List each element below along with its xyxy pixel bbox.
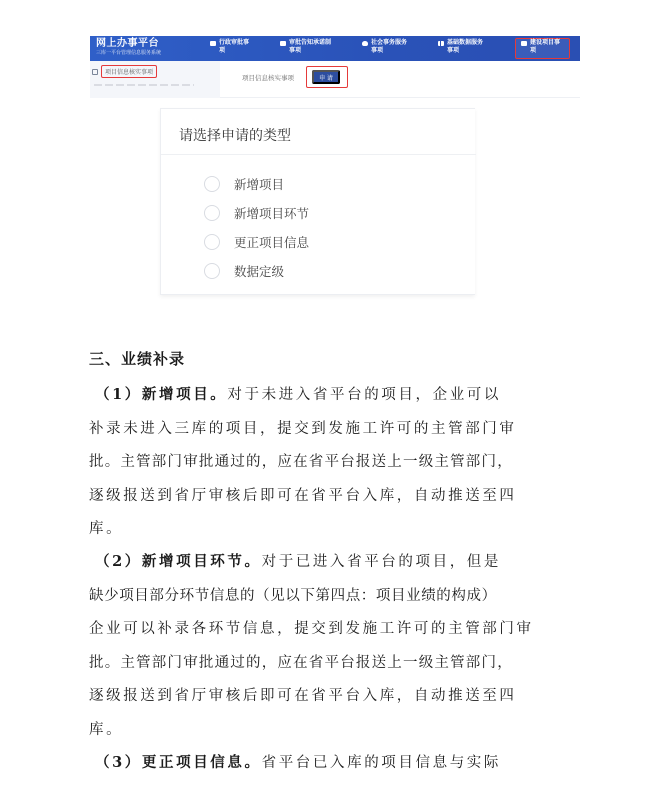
type-radio-group bbox=[204, 169, 309, 285]
brand-title: 网上办事平台 bbox=[96, 38, 159, 49]
content-header bbox=[220, 61, 580, 98]
paragraph-line: 批。主管部门审批通过的，应在省平台报送上一级主管部门， bbox=[89, 454, 513, 470]
paragraph-lead: （2）新增项目环节。 bbox=[95, 553, 262, 570]
radio-option-new-project[interactable] bbox=[204, 169, 309, 198]
divider bbox=[161, 154, 476, 155]
paragraph-correct-project-info bbox=[89, 746, 554, 781]
nav-label: 项 bbox=[530, 47, 537, 54]
paragraph-line: 逐级报送到省厅审核后即可在省平台入库，自动推送至四 bbox=[89, 487, 517, 504]
nav-item-social-affairs[interactable] bbox=[362, 39, 407, 55]
nav-label: 事项 bbox=[371, 47, 384, 54]
sidebar-item-project-verification[interactable] bbox=[92, 65, 157, 78]
paragraph-line: 库。 bbox=[89, 521, 124, 537]
brand[interactable] bbox=[96, 37, 161, 57]
nav-item-commitment[interactable] bbox=[280, 39, 331, 55]
radio-circle[interactable] bbox=[204, 205, 220, 221]
monitor-icon bbox=[210, 41, 216, 46]
paragraph-lead: （3）更正项目信息。 bbox=[95, 754, 262, 771]
paragraph-line: 补录未进入三库的项目，提交到发施工许可的主管部门审 bbox=[89, 420, 517, 437]
apply-type-dialog bbox=[160, 108, 475, 295]
radio-label: 更正项目信息 bbox=[234, 234, 310, 250]
nav-item-admin-approval[interactable] bbox=[210, 39, 249, 55]
nav-label: 行政审批事 bbox=[219, 39, 250, 46]
radio-circle[interactable] bbox=[204, 176, 220, 192]
nav-label: 事项 bbox=[289, 47, 302, 54]
section-heading: 三、业绩补录 bbox=[89, 350, 186, 368]
apply-highlight-box bbox=[306, 66, 348, 88]
chart-icon bbox=[438, 41, 444, 46]
radio-label: 新增项目环节 bbox=[234, 205, 310, 221]
radio-option-new-project-stage[interactable] bbox=[204, 198, 309, 227]
nav-label: 建设项目事 bbox=[530, 39, 561, 46]
nav-label: 事项 bbox=[447, 47, 460, 54]
breadcrumb: 项目信息核实事项 bbox=[242, 74, 294, 82]
brand-subtitle: 三库一平台管理信息服务系统 bbox=[96, 50, 162, 56]
top-navbar bbox=[90, 36, 580, 61]
paragraph-line: 对于已进入省平台的项目，但是 bbox=[261, 554, 501, 570]
sidebar-faint-row bbox=[94, 84, 194, 86]
radio-label: 数据定级 bbox=[234, 263, 285, 279]
paragraph-line: 库。 bbox=[89, 721, 124, 738]
radio-circle[interactable] bbox=[204, 234, 220, 250]
nav-label: 社会事务服务 bbox=[371, 39, 408, 46]
sidebar-item-label: 项目信息核实事项 bbox=[101, 65, 157, 78]
paragraph-line: 缺少项目部分环节信息的（见以下第四点：项目业绩的构成） bbox=[89, 587, 497, 604]
nav-label: 基础数据服务 bbox=[447, 39, 484, 46]
briefcase-icon bbox=[280, 41, 286, 46]
radio-label: 新增项目 bbox=[234, 176, 285, 192]
building-icon bbox=[521, 41, 527, 46]
nav-item-construction-project[interactable] bbox=[521, 39, 560, 55]
paragraph-new-project-stage bbox=[89, 545, 554, 747]
radio-circle[interactable] bbox=[204, 263, 220, 279]
paragraph-line: 对于未进入省平台的项目，企业可以 bbox=[227, 387, 501, 403]
radio-option-correct-project-info[interactable] bbox=[204, 227, 309, 256]
paragraph-lead: （1）新增项目。 bbox=[95, 386, 228, 403]
portal-screenshot bbox=[90, 36, 580, 98]
paragraph-line: 企业可以补录各环节信息，提交到发施工许可的主管部门审 bbox=[89, 621, 534, 637]
dialog-title: 请选择申请的类型 bbox=[179, 128, 291, 144]
heart-icon bbox=[362, 41, 368, 46]
sidebar bbox=[90, 61, 220, 98]
edit-icon bbox=[92, 69, 98, 75]
paragraph-new-project bbox=[89, 378, 554, 547]
paragraph-line: 批。主管部门审批通过的，应在省平台报送上一级主管部门， bbox=[89, 654, 513, 671]
nav-item-basic-data[interactable] bbox=[438, 39, 483, 55]
paragraph-line: 省平台已入库的项目信息与实际 bbox=[261, 755, 501, 771]
radio-option-data-grading[interactable] bbox=[204, 256, 309, 285]
nav-label: 项 bbox=[219, 47, 226, 54]
nav-label: 审批告知承诺制 bbox=[289, 39, 332, 46]
apply-button[interactable]: 申 请 bbox=[312, 70, 340, 84]
paragraph-line: 逐级报送到省厅审核后即可在省平台入库，自动推送至四 bbox=[89, 688, 517, 704]
